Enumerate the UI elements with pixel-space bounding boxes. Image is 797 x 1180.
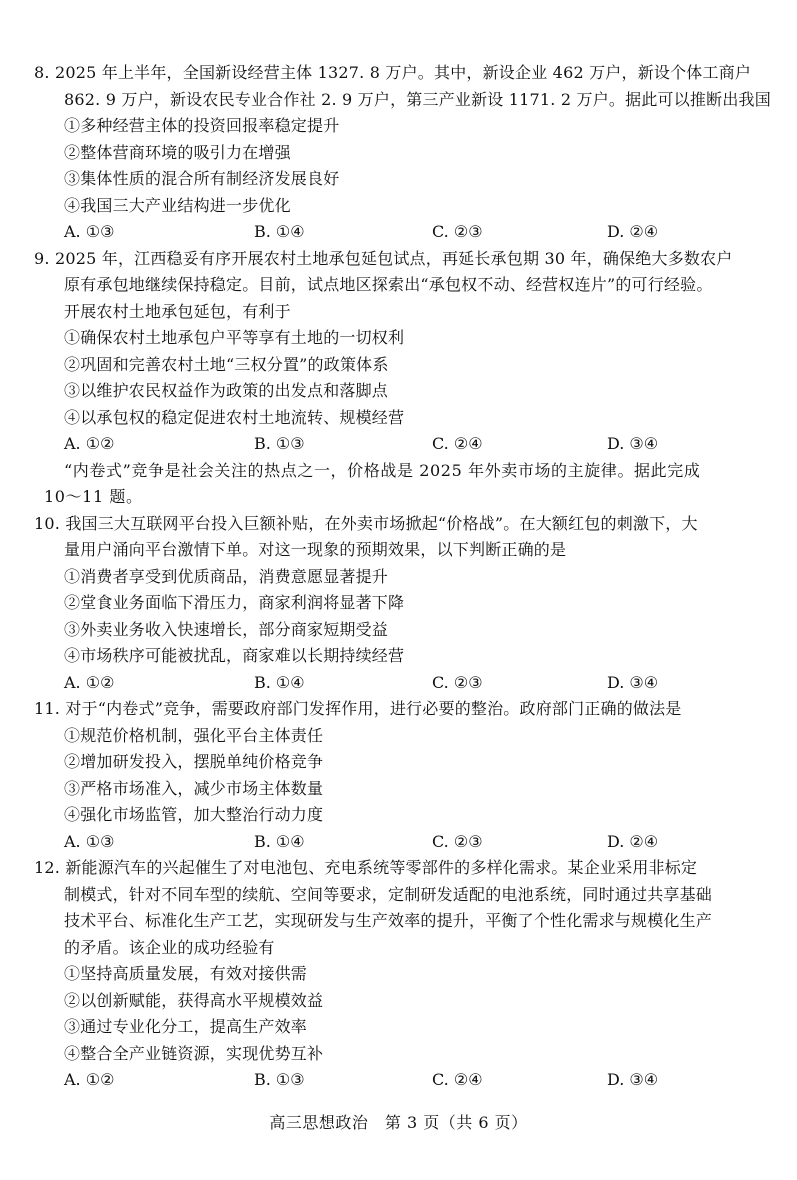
answer-choice-d[interactable]: D. ②④	[607, 831, 659, 851]
question-12-option-1: ①坚持高质量发展，有效对接供需	[64, 964, 308, 983]
question-9-stem-line-1: 9. 2025 年，江西稳妥有序开展农村土地承包延包试点，再延长承包期 30 年，确保绝大多数农户	[34, 248, 733, 268]
question-8-stem-line-1: 8. 2025 年上半年，全国新设经营主体 1327. 8 万户。其中，新设企业 462 万户，新设个体工商户	[34, 63, 752, 82]
answer-choice-a[interactable]: A. ①②	[64, 1070, 115, 1089]
shared-passage	[34, 458, 782, 511]
question-10-option-2: ②堂食业务面临下滑压力，商家利润将显著下降	[64, 593, 405, 612]
exam-content	[34, 60, 782, 1094]
question-10-stem-line-2: 量用户涌向平台激情下单。对这一现象的预期效果，以下判断正确的是	[64, 540, 567, 559]
question-12-answer-choices	[34, 1067, 782, 1094]
answer-choice-b[interactable]: B. ①③	[254, 1070, 305, 1089]
answer-choice-d[interactable]: D. ③④	[607, 434, 659, 453]
question-12-option-2: ②以创新赋能，获得高水平规模效益	[64, 990, 324, 1010]
question-11-option-2: ②增加研发投入，摆脱单纯价格竞争	[64, 752, 324, 771]
question-8-option-2: ②整体营商环境的吸引力在增强	[64, 142, 291, 162]
question-10-option-4: ④市场秩序可能被扰乱，商家难以长期持续经营	[64, 646, 405, 665]
question-11	[34, 696, 782, 855]
answer-choice-d[interactable]: D. ③④	[607, 1070, 659, 1089]
question-8-option-4: ④我国三大产业结构进一步优化	[64, 195, 291, 215]
question-8-option-1: ①多种经营主体的投资回报率稳定提升	[64, 116, 340, 135]
question-9-option-2: ②巩固和完善农村土地“三权分置”的政策体系	[64, 354, 389, 374]
question-9-option-3: ③以维护农民权益作为政策的出发点和落脚点	[64, 381, 389, 400]
question-12-stem-line-1: 12. 新能源汽车的兴起催生了对电池包、充电系统等零部件的多样化需求。某企业采用非标定	[34, 858, 698, 877]
question-8-option-3: ③集体性质的混合所有制经济发展良好	[64, 169, 340, 188]
question-11-stem-line-1: 11. 对于“内卷式”竞争，需要政府部门发挥作用，进行必要的整治。政府部门正确的做法是	[34, 699, 682, 718]
question-8	[34, 60, 782, 246]
question-12-stem-line-3: 技术平台、标准化生产工艺，实现研发与生产效率的提升，平衡了个性化需求与规模化生产	[64, 911, 713, 930]
question-12-option-3: ③通过专业化分工，提高生产效率	[64, 1017, 308, 1036]
question-9-stem-line-3: 开展农村土地承包延包，有利于	[64, 301, 291, 321]
answer-choice-b[interactable]: B. ①④	[254, 222, 305, 241]
answer-choice-c[interactable]: C. ②③	[432, 222, 483, 241]
answer-choice-b[interactable]: B. ①④	[254, 831, 305, 851]
answer-choice-a[interactable]: A. ①②	[64, 672, 115, 692]
question-9-option-4: ④以承包权的稳定促进农村土地流转、规模经营	[64, 407, 405, 427]
question-8-stem-line-2: 862. 9 万户，新设农民专业合作社 2. 9 万户，第三产业新设 1171. 2 万户。据此可以推断出我国	[64, 89, 771, 109]
question-9-stem-line-2: 原有承包地继续保持稳定。目前，试点地区探索出“承包权不动、经营权连片”的可行经验。	[64, 275, 713, 294]
question-12-option-4: ④整合全产业链资源，实现优势互补	[64, 1043, 324, 1063]
question-11-option-1: ①规范价格机制，强化平台主体责任	[64, 725, 324, 745]
question-11-answer-choices	[34, 829, 782, 856]
question-9	[34, 246, 782, 458]
question-12-stem-line-2: 制模式，针对不同车型的续航、空间等要求，定制研发适配的电池系统，同时通过共享基础	[64, 884, 713, 904]
question-8-answer-choices	[34, 219, 782, 246]
answer-choice-a[interactable]: A. ①②	[64, 434, 115, 453]
question-10-option-3: ③外卖业务收入快速增长，部分商家短期受益	[64, 619, 389, 639]
question-10-option-1: ①消费者享受到优质商品，消费意愿显著提升	[64, 566, 389, 586]
question-11-option-3: ③严格市场准入，减少市场主体数量	[64, 778, 324, 798]
answer-choice-c[interactable]: C. ②③	[432, 831, 483, 851]
question-12	[34, 855, 782, 1094]
answer-choice-d[interactable]: D. ③④	[607, 672, 659, 692]
question-10-stem-line-1: 10. 我国三大互联网平台投入巨额补贴，在外卖市场掀起“价格战”。在大额红包的刺激下，大	[34, 513, 698, 533]
answer-choice-c[interactable]: C. ②④	[432, 434, 483, 453]
answer-choice-c[interactable]: C. ②③	[432, 672, 483, 692]
question-9-option-1: ①确保农村土地承包户平等享有土地的一切权利	[64, 328, 405, 347]
question-11-option-4: ④强化市场监管，加大整治行动力度	[64, 805, 324, 824]
question-9-answer-choices	[34, 431, 782, 458]
question-10	[34, 511, 782, 697]
answer-choice-c[interactable]: C. ②④	[432, 1070, 483, 1089]
answer-choice-a[interactable]: A. ①③	[64, 222, 115, 241]
answer-choice-b[interactable]: B. ①④	[254, 672, 305, 692]
answer-choice-d[interactable]: D. ②④	[607, 222, 659, 241]
answer-choice-b[interactable]: B. ①③	[254, 434, 305, 453]
page-footer: 高三思想政治 第 3 页（共 6 页）	[269, 1113, 528, 1132]
question-12-stem-line-4: 的矛盾。该企业的成功经验有	[64, 937, 275, 957]
answer-choice-a[interactable]: A. ①③	[64, 831, 115, 851]
shared-passage-line-1: “内卷式”竞争是社会关注的热点之一，价格战是 2025 年外卖市场的主旋律。据此完成	[64, 460, 701, 480]
shared-passage-line-2: 10～11 题。	[44, 487, 143, 506]
question-10-answer-choices	[34, 670, 782, 697]
